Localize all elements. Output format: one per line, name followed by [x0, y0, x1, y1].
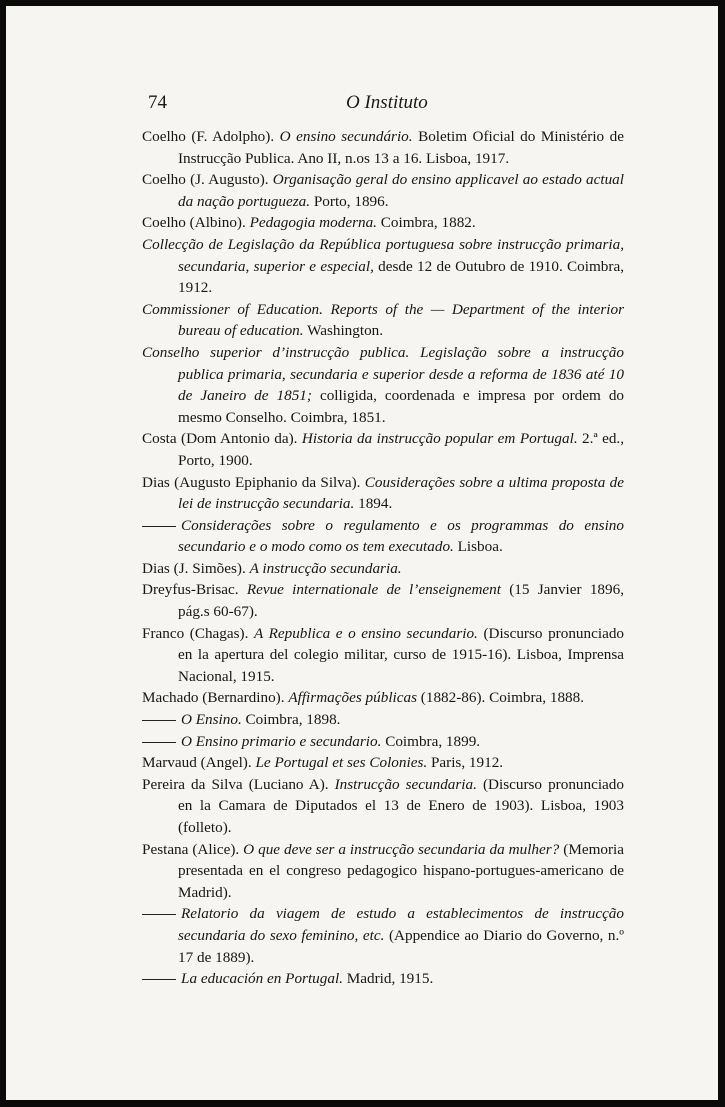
entry-author: Dias (J. Simões).	[142, 559, 250, 577]
entry-author: Franco (Chagas).	[142, 624, 254, 642]
ditto-dash	[142, 720, 176, 721]
entry-title: Conselho superior d’instrucção publica. Legislação sobre a instrucção publica primaria, secundaria e superior desde a reforma de 1836 até 10 de Janeiro de 1851;	[142, 343, 624, 405]
entry-details: Porto, 1896.	[310, 192, 389, 210]
entry-title: Affirmações públicas	[288, 689, 417, 707]
entry-title: Le Portugal et ses Colonies.	[255, 754, 428, 772]
bibliography-entry	[142, 752, 624, 774]
entry-details: Madrid, 1915.	[342, 970, 434, 988]
entry-title: Instrucção secundaria.	[334, 775, 477, 793]
entry-details: (Discurso pronunciado en la Camara de Diputados el 13 de Enero de 1903). Lisboa, 1903 (folleto).	[178, 775, 624, 836]
bibliography-entry	[142, 774, 624, 839]
bibliography-entry	[142, 428, 624, 471]
bibliography-entry	[142, 558, 624, 580]
ditto-dash	[142, 914, 176, 915]
bibliography-entry	[142, 472, 624, 515]
bibliography-entry	[142, 126, 624, 169]
entry-author: Pereira da Silva (Luciano A).	[142, 775, 335, 793]
entry-details: Boletim Oficial do Ministério de Instrucção Publica. Ano II, n.os 13 a 16. Lisboa, 1917.	[178, 128, 624, 167]
entry-author: Coelho (Albino).	[142, 214, 250, 232]
entry-author: Coelho (J. Augusto).	[142, 171, 273, 189]
bibliography-entry	[142, 709, 624, 731]
entry-details: (Appendice ao Diario do Governo, n.º 17 de 1889).	[178, 926, 625, 966]
entry-title: Pedagogia moderna.	[249, 214, 377, 232]
bibliography-list	[142, 126, 624, 990]
entry-details: Coimbra, 1899.	[381, 732, 481, 750]
entry-details: colligida, coordenada e impresa por ordem do mesmo Conselho. Coimbra, 1851.	[178, 387, 625, 426]
running-title: O Instituto	[346, 92, 428, 113]
entry-title: O Ensino.	[181, 711, 242, 729]
bibliography-entry	[142, 903, 624, 968]
entry-title: Historia da instrucção popular em Portugal.	[301, 430, 578, 448]
entry-details: (Discurso pronunciado en la apertura del colegio militar, curso de 1915-16). Lisboa, Imprensa Nacional, 1915.	[178, 624, 625, 685]
bibliography-entry	[142, 299, 624, 342]
entry-author: Costa (Dom Antonio da).	[142, 430, 302, 448]
bibliography-entry	[142, 515, 624, 558]
bibliography-entry	[142, 342, 624, 428]
bibliography-entry	[142, 579, 624, 622]
bibliography-entry	[142, 731, 624, 753]
entry-author: Dreyfus-Brisac.	[142, 581, 247, 599]
bibliography-entry	[142, 212, 624, 234]
bibliography-entry	[142, 623, 624, 688]
page-header	[148, 92, 628, 122]
entry-title: O ensino secundário.	[279, 128, 413, 145]
bibliography-entry	[142, 169, 624, 212]
entry-details: Washington.	[303, 322, 384, 340]
bibliography-entry	[142, 687, 624, 709]
entry-title: O Ensino primario e secundario.	[181, 732, 382, 750]
entry-title: La educación en Portugal.	[181, 970, 343, 988]
entry-title: Commissioner of Education. Reports of the — Department of the interior bureau of education.	[142, 300, 624, 340]
entry-details: (1882-86). Coimbra, 1888.	[417, 689, 585, 707]
entry-title: Organisação geral do ensino applicavel ao estado actual da nação portugueza.	[178, 171, 624, 210]
entry-author: Marvaud (Angel).	[142, 754, 256, 772]
entry-author: Machado (Bernardino).	[142, 689, 289, 707]
entry-title: Relatorio da viagem de estudo a establecimentos de instrucção secundaria do sexo feminino, etc.	[178, 905, 624, 944]
entry-title: A Republica e o ensino secundario.	[254, 624, 478, 642]
entry-title: O que deve ser a instrucção secundaria da mulher?	[243, 840, 560, 858]
ditto-dash	[142, 742, 176, 743]
entry-title: A instrucção secundaria.	[249, 559, 402, 577]
bibliography-entry	[142, 968, 624, 990]
entry-details: 1894.	[354, 495, 393, 513]
entry-title: Collecção de Legislação da República portuguesa sobre instrucção primaria, secundaria, superior e especial,	[142, 235, 624, 275]
entry-details: (15 Janvier 1896, pág.s 60-67).	[178, 581, 624, 621]
entry-details: Coimbra, 1882.	[376, 214, 476, 232]
entry-details: Paris, 1912.	[427, 754, 504, 772]
entry-author: Coelho (F. Adolpho).	[142, 128, 280, 145]
entry-details: (Memoria presentada en el congreso pedagogico hispano-portugues-americano de Madrid).	[178, 840, 624, 901]
entry-title: Considerações sobre o regulamento e os programmas do ensino secundario e o modo como os tem executado.	[178, 516, 624, 556]
entry-title: Cousiderações sobre a ultima proposta de lei de instrucção secundaria.	[178, 473, 624, 513]
ditto-dash	[142, 526, 176, 527]
ditto-dash	[142, 979, 176, 980]
entry-details: desde 12 de Outubro de 1910. Coimbra, 1912.	[178, 257, 624, 297]
entry-title: Revue internationale de l’enseignement	[246, 581, 501, 599]
page-number: 74	[148, 92, 167, 113]
entry-author: Pestana (Alice).	[142, 840, 244, 858]
entry-details: 2.ª ed., Porto, 1900.	[178, 430, 625, 469]
bibliography-entry	[142, 839, 624, 904]
entry-author: Dias (Augusto Epiphanio da Silva).	[142, 473, 365, 491]
entry-details: Coimbra, 1898.	[241, 711, 341, 729]
bibliography-entry	[142, 234, 624, 299]
entry-details: Lisboa.	[453, 538, 503, 556]
